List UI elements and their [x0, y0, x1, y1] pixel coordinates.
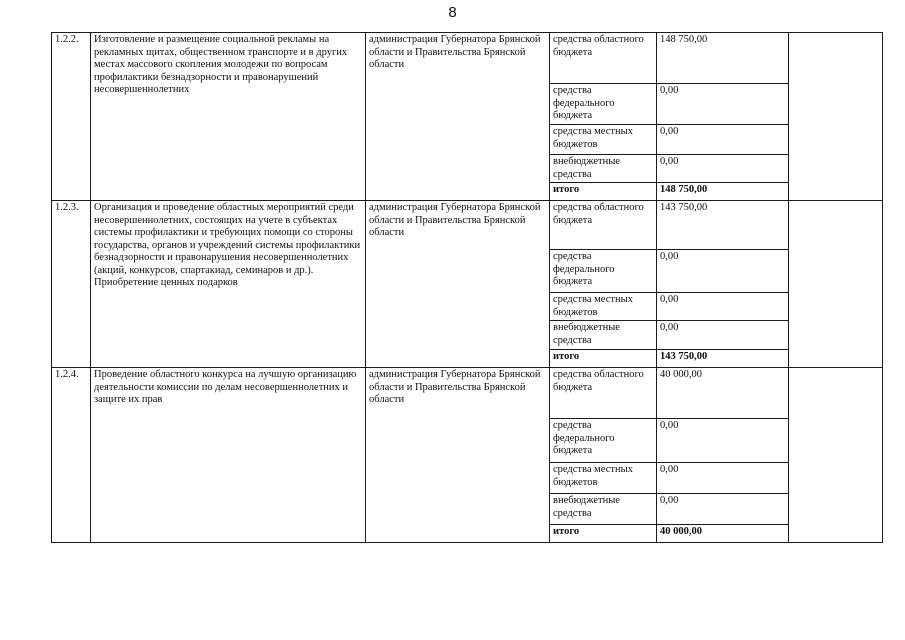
funding-amount: 148 750,00: [657, 33, 789, 84]
responsible-org: администрация Губернатора Брянской области и Правительства Брянской области: [366, 33, 550, 201]
funding-source: внебюджетные средства: [550, 321, 657, 350]
funding-source: средства местных бюджетов: [550, 293, 657, 321]
item-description: Проведение областного конкурса на лучшую организацию деятельности комиссии по делам несовершеннолетних и защите их прав: [91, 368, 366, 543]
funding-total-amount: 40 000,00: [657, 525, 789, 543]
funding-amount: 0,00: [657, 293, 789, 321]
item-number: 1.2.3.: [52, 201, 91, 368]
funding-source: внебюджетные средства: [550, 155, 657, 183]
funding-amount: 0,00: [657, 463, 789, 494]
funding-amount: 0,00: [657, 125, 789, 155]
table-row: [52, 201, 883, 250]
table-row: [52, 368, 883, 419]
funding-total-label: итого: [550, 183, 657, 201]
item-description: Изготовление и размещение социальной рекламы на рекламных щитах, общественном транспорте и в других местах массового скопления молодежи по вопросам профилактики безнадзорности и правонарушений несовершеннолетних: [91, 33, 366, 201]
funding-source: средства местных бюджетов: [550, 463, 657, 494]
funding-amount: 0,00: [657, 419, 789, 463]
funding-amount: 0,00: [657, 155, 789, 183]
funding-table: [51, 32, 883, 543]
empty-cell: [789, 33, 883, 201]
responsible-org: администрация Губернатора Брянской области и Правительства Брянской области: [366, 201, 550, 368]
funding-source: средства федерального бюджета: [550, 250, 657, 293]
funding-source: внебюджетные средства: [550, 494, 657, 525]
funding-total-amount: 143 750,00: [657, 350, 789, 368]
funding-source: средства федерального бюджета: [550, 84, 657, 125]
page-number: 8: [448, 4, 457, 21]
funding-amount: 0,00: [657, 250, 789, 293]
funding-source: средства областного бюджета: [550, 201, 657, 250]
funding-source: средства местных бюджетов: [550, 125, 657, 155]
funding-amount: 0,00: [657, 494, 789, 525]
funding-amount: 0,00: [657, 84, 789, 125]
item-number: 1.2.2.: [52, 33, 91, 201]
table-row: [52, 33, 883, 84]
empty-cell: [789, 201, 883, 368]
item-number: 1.2.4.: [52, 368, 91, 543]
empty-cell: [789, 368, 883, 543]
funding-amount: 0,00: [657, 321, 789, 350]
responsible-org: администрация Губернатора Брянской области и Правительства Брянской области: [366, 368, 550, 543]
funding-total-amount: 148 750,00: [657, 183, 789, 201]
funding-amount: 40 000,00: [657, 368, 789, 419]
funding-source: средства областного бюджета: [550, 33, 657, 84]
funding-amount: 143 750,00: [657, 201, 789, 250]
item-description: Организация и проведение областных мероприятий среди несовершеннолетних, состоящих на учете в субъектах системы профилактики и требующих помощи со стороны государства, органов и учреждений системы профилактики безнадзорности и правонарушения несовершеннолетних (акций, конкурсов, спартакиад, семинаров и др.). Приобретение ценных подарков: [91, 201, 366, 368]
funding-source: средства федерального бюджета: [550, 419, 657, 463]
funding-total-label: итого: [550, 525, 657, 543]
funding-source: средства областного бюджета: [550, 368, 657, 419]
funding-total-label: итого: [550, 350, 657, 368]
